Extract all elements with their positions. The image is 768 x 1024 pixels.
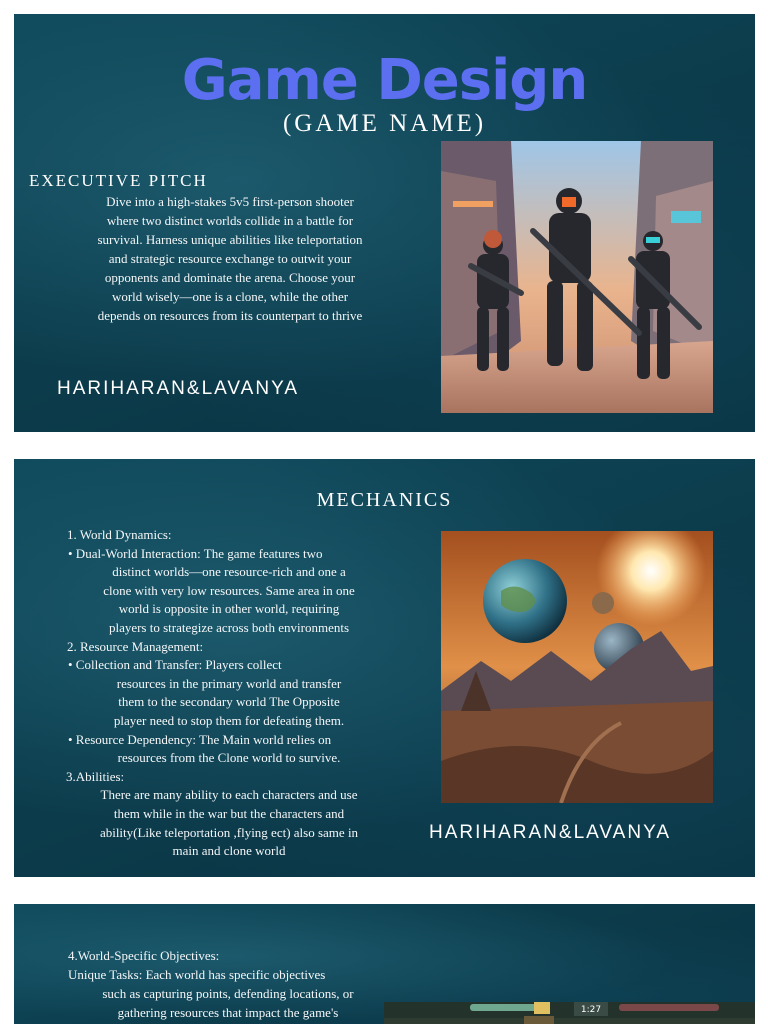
- mechanics-heading: MECHANICS: [316, 489, 453, 511]
- mechanics-line: ability(Like teleportation ,flying ect) also same in: [99, 824, 359, 840]
- planets-illustration: [441, 531, 713, 803]
- page-title: Game Design: [181, 48, 588, 113]
- author-names: HARIHARAN&LAVANYA: [57, 378, 299, 399]
- pitch-line: survival. Harness unique abilities like teleportation: [97, 232, 363, 247]
- game-name-subtitle: (GAME NAME): [282, 110, 487, 137]
- pitch-line: and strategic resource exchange to outwit your: [108, 251, 352, 266]
- mechanics-line: 1. World Dynamics:: [67, 527, 172, 542]
- mechanics-text: [64, 526, 394, 861]
- executive-pitch-text: [50, 192, 410, 325]
- slide-executive-pitch: [14, 14, 755, 432]
- objectives-line: gathering resources that impact the game's: [117, 1005, 339, 1020]
- mechanics-line: resources from the Clone world to survive.: [117, 750, 341, 766]
- soldiers-illustration: [441, 141, 713, 413]
- objectives-line: Unique Tasks: Each world has specific objectives: [68, 967, 326, 982]
- mechanics-line: main and clone world: [172, 843, 286, 859]
- mechanics-line: players to strategize across both environments: [108, 619, 350, 635]
- mechanics-line: 2. Resource Management:: [67, 638, 204, 654]
- mechanics-line: them to the secondary world The Opposite: [118, 694, 340, 710]
- hud-timer: 1:27: [580, 1005, 602, 1015]
- slide-mechanics: [14, 459, 755, 877]
- mechanics-line: world is opposite in other world, requiring: [118, 601, 340, 617]
- mechanics-line: • Dual-World Interaction: The game features two: [68, 545, 323, 561]
- soldiers-image-svg: [441, 141, 713, 413]
- mechanics-line: clone with very low resources. Same area in one: [103, 582, 355, 598]
- pitch-line: opponents and dominate the arena. Choose your: [104, 270, 356, 285]
- pitch-line: Dive into a high-stakes 5v5 first-person shooter: [106, 194, 354, 209]
- objectives-text: [68, 946, 388, 1022]
- gameplay-screenshot: [384, 1002, 755, 1024]
- author-names: HARIHARAN&LAVANYA: [429, 822, 671, 843]
- pitch-line: where two distinct worlds collide in a battle for: [106, 213, 354, 228]
- mechanics-line: distinct worlds—one resource-rich and one a: [112, 564, 346, 580]
- mechanics-line: 3.Abilities:: [66, 768, 125, 784]
- mechanics-line: • Resource Dependency: The Main world relies on: [68, 731, 332, 747]
- objectives-line: 4.World-Specific Objectives:: [68, 948, 220, 963]
- mechanics-line: resources in the primary world and transfer: [116, 675, 342, 691]
- mechanics-line: them while in the war but the characters and: [113, 805, 345, 821]
- mechanics-line: • Collection and Transfer: Players collect: [68, 657, 282, 673]
- pitch-line: world wisely—one is a clone, while the other: [111, 289, 349, 304]
- planets-image-svg: [441, 531, 713, 803]
- executive-pitch-heading: EXECUTIVE PITCH: [29, 171, 208, 190]
- gameplay-hud-svg: [384, 1002, 755, 1024]
- objectives-line: such as capturing points, defending locations, or: [102, 986, 354, 1001]
- slide-objectives: [14, 904, 755, 1024]
- pitch-line: depends on resources from its counterpart to thrive: [97, 308, 363, 323]
- mechanics-line: player need to stop them for defeating them.: [113, 712, 345, 728]
- mechanics-line: There are many ability to each characters and use: [100, 787, 358, 803]
